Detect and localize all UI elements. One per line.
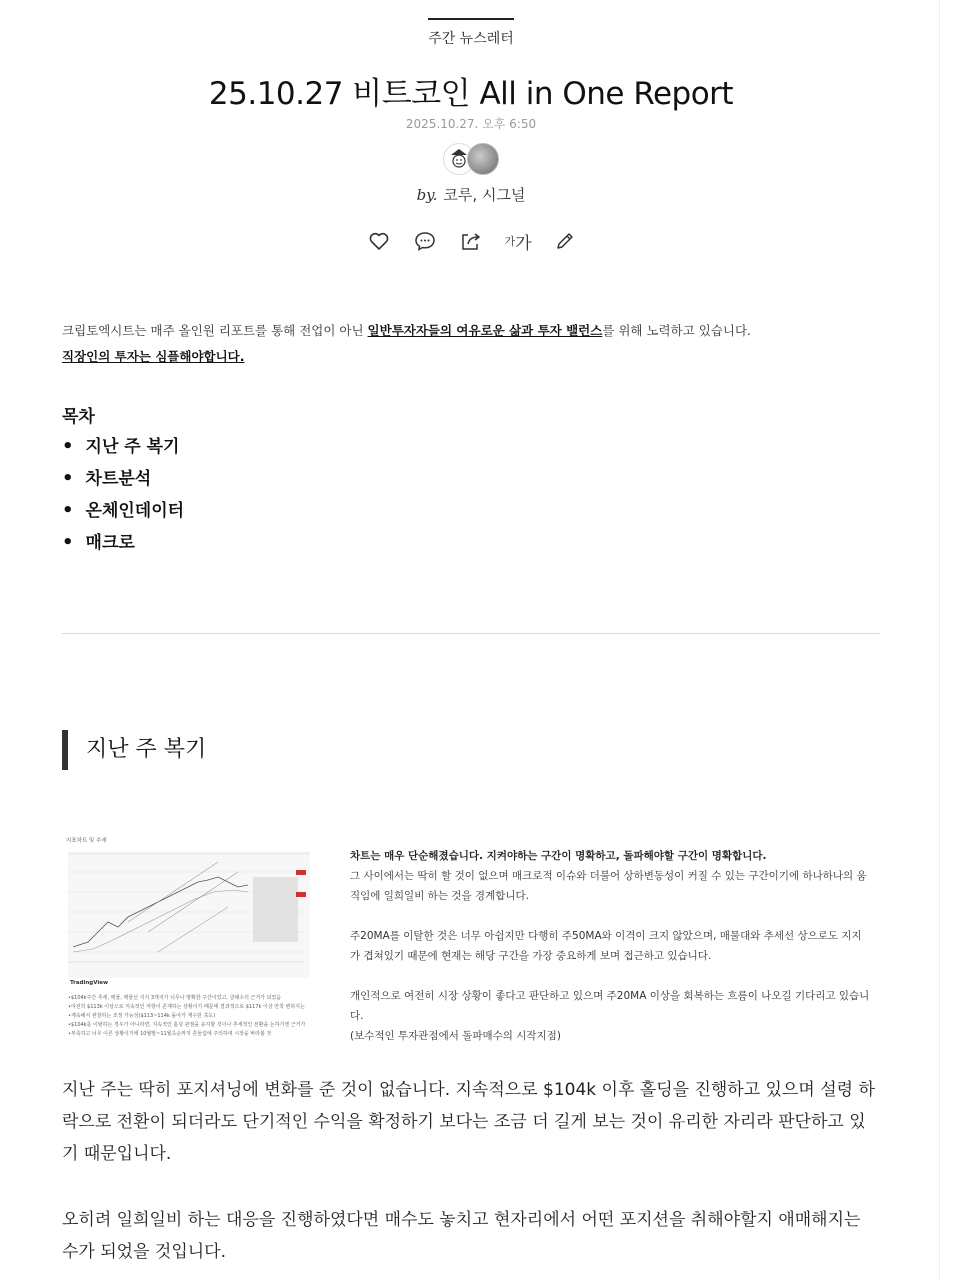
intro-line-1 [62, 318, 882, 344]
post-title: 25.10.27 비트코인 All in One Report [208, 76, 734, 112]
figure-notes [68, 994, 312, 1039]
intro-emphasis: 일반투자자들의 여유로운 삶과 투자 밸런스 [367, 323, 603, 338]
font-size-small-glyph: 가 [504, 235, 516, 248]
article-body [62, 1074, 882, 1280]
category-label[interactable] [0, 18, 942, 48]
byline [0, 184, 942, 205]
category-text[interactable]: 주간 뉴스레터 [428, 18, 514, 48]
author-avatars[interactable] [443, 143, 503, 179]
figure-note: • 여전히 $113k 이상으로 지속적인 저항이 존재하는 상황이기 때문에 결과적으로 $117k 이상 안착 변하지는 [68, 1003, 312, 1012]
edit-button[interactable] [552, 228, 578, 254]
intro-pre: 크립토엑시트는 매주 올인원 리포트를 통해 전업이 아닌 [62, 323, 368, 338]
chart-thumbnail[interactable] [62, 832, 312, 1054]
toc-title: 목차 [62, 407, 95, 427]
figure-note: • $104k를 이탈하는 경우가 아니라면, 지속적인 홀딩 관점을 유지할 것이나 추세적인 전환을 논하기엔 근거가 [68, 1021, 312, 1030]
like-button[interactable] [366, 228, 392, 254]
byline-prefix: by. [416, 186, 438, 204]
intro-line-2: 직장인의 투자는 심플해야합니다. [62, 349, 245, 364]
toc-item[interactable]: • 차트분석 [62, 463, 184, 495]
heart-icon [367, 229, 391, 253]
divider [62, 633, 880, 634]
intro-post: 를 위해 노력하고 있습니다. [602, 323, 752, 338]
share-button[interactable] [458, 228, 484, 254]
comment-icon [413, 229, 437, 253]
figure-commentary [350, 846, 870, 1066]
pencil-icon [553, 229, 577, 253]
section-heading: 지난 주 복기 [62, 730, 206, 770]
share-icon [459, 229, 483, 253]
toc-item[interactable]: • 온체인데이터 [62, 495, 184, 527]
commentary-para: 주20MA를 이탈한 것은 너무 아쉽지만 다행히 주50MA와 이격이 크지 않았으며, 매물대와 추세선 상으로도 지지가 겹쳐있기 때문에 현재는 해당 구간을 가장 중요하게 보며 접근하고 있습니다. [350, 930, 862, 962]
figure-caption: 지표차트 및 추세 [66, 838, 107, 844]
post-date: 2025.10.27. 오후 6:50 [405, 117, 537, 131]
toc-item[interactable]: • 지난 주 복기 [62, 431, 184, 463]
toc-item[interactable]: • 매크로 [62, 527, 184, 559]
comment-button[interactable] [412, 228, 438, 254]
figure-note: • $104k주간 추세, 매물, 매물선 지지 3개지가 너무나 명확한 구간이었고, 클래수의 근거가 되었음 [68, 994, 312, 1003]
commentary-para: 개인적으로 여전히 시장 상황이 좋다고 판단하고 있으며 주20MA 이상을 회복하는 흐름이 나오길 기다리고 있습니다. [350, 990, 870, 1022]
figure-note: • 계속해서 관찰하는 조정 가능성($113~114k 돌아가 재수한 혹도) [68, 1012, 312, 1021]
table-of-contents [62, 431, 184, 559]
font-size-button[interactable] [504, 228, 532, 254]
price-chart-image [68, 852, 310, 978]
body-paragraph: 지난 주는 딱히 포지셔닝에 변화를 준 것이 없습니다. 지속적으로 $104k 이후 홀딩을 진행하고 있으며 설령 하락으로 전환이 되더라도 단기적인 수익을 확정하기 보다는 조금 더 길게 보는 것이 유리한 자리라 판단하고 있기 때문입니다. [62, 1080, 875, 1164]
commentary-note: (보수적인 투자관점에서 돌파매수의 시작지점) [350, 1030, 561, 1042]
commentary-para: 그 사이에서는 딱히 할 것이 없으며 매크로적 이슈와 더불어 상하변동성이 커질 수 있는 구간이기에 하나하나의 움직임에 일희일비 하는 것을 경계합니다. [350, 870, 867, 902]
author-names[interactable]: 코루, 시그널 [443, 186, 526, 204]
intro-text [62, 318, 882, 370]
figure-note: • 부족하고 너무 이른 상황이기에 10월말~11월초순까지 흔들림에 주의하며 시장을 바라볼 것 [68, 1030, 312, 1039]
report-figure [62, 832, 882, 1054]
commentary-lead: 차트는 매우 단순해졌습니다. 지켜야하는 구간이 명확하고, 돌파해야할 구간이 명확합니다. [350, 850, 767, 862]
font-size-large-glyph: 가 [515, 233, 532, 254]
avatar[interactable] [467, 143, 499, 175]
body-paragraph: 오히려 일희일비 하는 대응을 진행하였다면 매수도 놓치고 현자리에서 어떤 포지션을 취해야할지 애매해지는 수가 되었을 것입니다. [62, 1210, 861, 1262]
tradingview-label: TradingView [70, 980, 109, 986]
post-actions [366, 228, 578, 254]
